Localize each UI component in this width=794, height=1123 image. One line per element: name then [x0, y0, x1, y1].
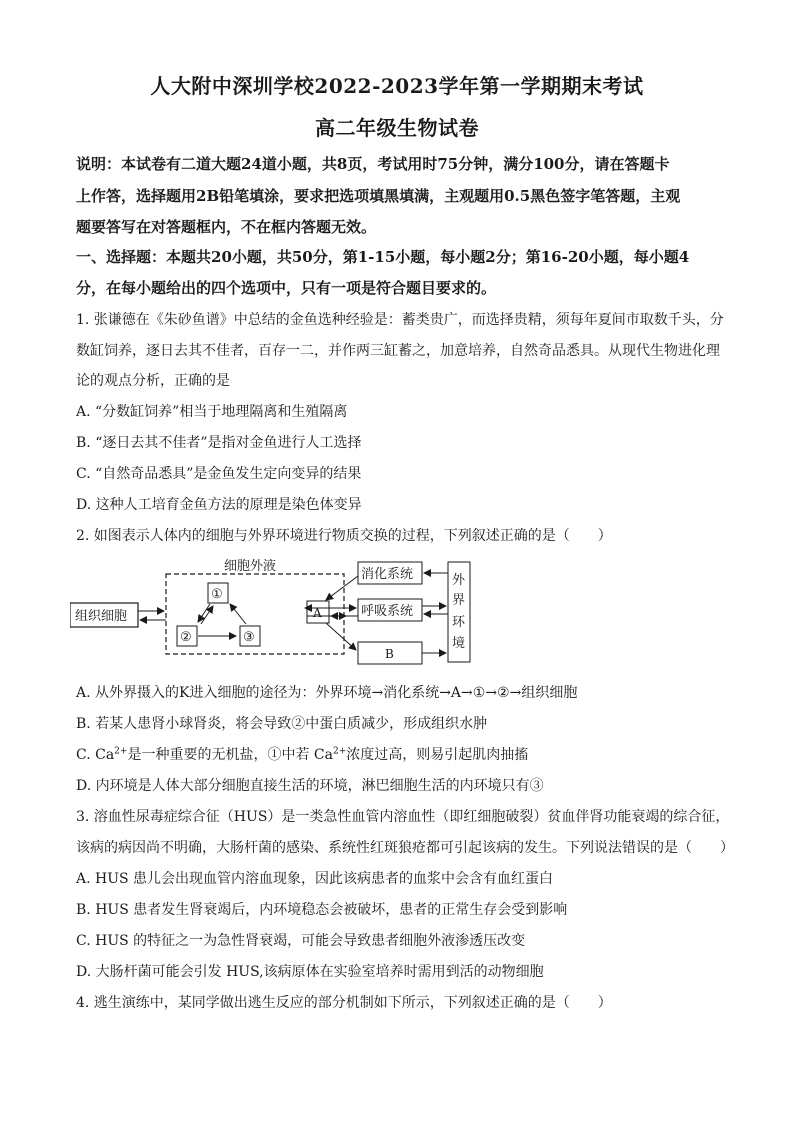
node-a-label: A	[313, 606, 322, 620]
node-2-label: ②	[180, 630, 192, 645]
q1-option-c: C. “自然奇品悉具”是金鱼发生定向变异的结果	[76, 466, 362, 482]
node-3-label: ③	[243, 630, 255, 645]
q2-option-b: B. 若某人患肾小球肾炎，将会导致②中蛋白质减少，形成组织水肿	[76, 716, 488, 732]
q3-option-d: D. 大肠杆菌可能会引发 HUS,该病原体在实验室培养时需用到活的动物细胞	[76, 964, 544, 980]
section-heading-line-1: 一、选择题：本题共20小题，共50分，第1-15小题，每小题2分；第16-20小题，每小题4	[76, 248, 690, 266]
q2-option-c	[76, 744, 726, 764]
q1-stem-line-1: 1. 张谦德在《朱砂鱼谱》中总结的金鱼选种经验是：蓄类贵广，而选择贵精，须每年夏间市取数千头，分	[76, 312, 724, 328]
q2-option-c-part-2: 是一种重要的无机盐，①中若 Ca	[127, 747, 333, 763]
exam-title: 人大附中深圳学校2022-2023学年第一学期期末考试	[150, 74, 644, 98]
q1-option-d: D. 这种人工培育金鱼方法的原理是染色体变异	[76, 497, 362, 513]
external-char-3: 环	[452, 615, 466, 630]
q1-stem-line-2: 数缸饲养，逐日去其不佳者，百存一二，并作两三缸蓄之，加意培养，自然奇品悉具。从现代生物进化理	[76, 343, 720, 359]
q2-option-a: A. 从外界摄入的K进入细胞的途径为：外界环境→消化系统→A→①→②→组织细胞	[76, 685, 578, 701]
external-char-2: 界	[452, 593, 466, 608]
q1-option-b: B. “逐日去其不佳者”是指对金鱼进行人工选择	[76, 435, 362, 451]
extracellular-fluid-label: 细胞外液	[224, 559, 277, 574]
q3-stem-line-2: 该病的病因尚不明确，大肠杆菌的感染、系统性红斑狼疮都可引起该病的发生。下列说法错误的是（ ）	[76, 840, 734, 856]
external-char-1: 外	[452, 573, 466, 588]
instructions-line-3: 题要答写在对答题框内，不在框内答题无效。	[76, 218, 377, 236]
instructions-line-1: 说明：本试卷有二道大题24道小题，共8页，考试用时75分钟，满分100分，请在答题卡	[76, 155, 670, 173]
q2-stem: 2. 如图表示人体内的细胞与外界环境进行物质交换的过程，下列叙述正确的是（ ）	[76, 528, 612, 544]
q2-option-c-sup-1: 2+	[114, 746, 128, 757]
q1-option-a: A. “分数缸饲养”相当于地理隔离和生殖隔离	[76, 404, 348, 420]
q2-option-d: D. 内环境是人体大部分细胞直接生活的环境，淋巴细胞生活的内环境只有③	[76, 778, 544, 794]
respiratory-system-label: 呼吸系统	[361, 604, 414, 619]
q3-option-b: B. HUS 患者发生肾衰竭后，内环境稳态会被破坏，患者的正常生存会受到影响	[76, 902, 568, 918]
q2-option-c-part-3: 浓度过高，则易引起肌肉抽搐	[346, 747, 529, 763]
q1-stem-line-3: 论的观点分析，正确的是	[76, 373, 230, 389]
instructions-line-2: 上作答，选择题用2B铅笔填涂，要求把选项填黑填满，主观题用0.5黑色签字笔答题，主观	[76, 187, 681, 205]
section-heading-line-2: 分，在每小题给出的四个选项中，只有一项是符合题目要求的。	[76, 279, 497, 297]
q3-stem-line-1: 3. 溶血性尿毒症综合征（HUS）是一类急性血管内溶血性（即红细胞破裂）贫血伴肾功能衰竭的综合征，	[76, 809, 730, 825]
q2-diagram	[70, 554, 490, 674]
q4-stem: 4. 逃生演练中，某同学做出逃生反应的部分机制如下所示，下列叙述正确的是（ ）	[76, 995, 612, 1011]
q3-option-c: C. HUS 的特征之一为急性肾衰竭，可能会导致患者细胞外液渗透压改变	[76, 933, 526, 949]
q2-option-c-part-1: C. Ca	[76, 747, 115, 763]
node-b-label: B	[385, 647, 394, 661]
q3-option-a: A. HUS 患儿会出现血管内溶血现象，因此该病患者的血浆中会含有血红蛋白	[76, 871, 554, 887]
node-1-label: ①	[211, 587, 223, 602]
tissue-cell-label: 组织细胞	[75, 609, 128, 624]
external-char-4: 境	[452, 636, 466, 651]
exam-subtitle: 高二年级生物试卷	[315, 116, 479, 140]
digestive-system-label: 消化系统	[361, 567, 414, 582]
q2-option-c-sup-2: 2+	[332, 746, 347, 757]
